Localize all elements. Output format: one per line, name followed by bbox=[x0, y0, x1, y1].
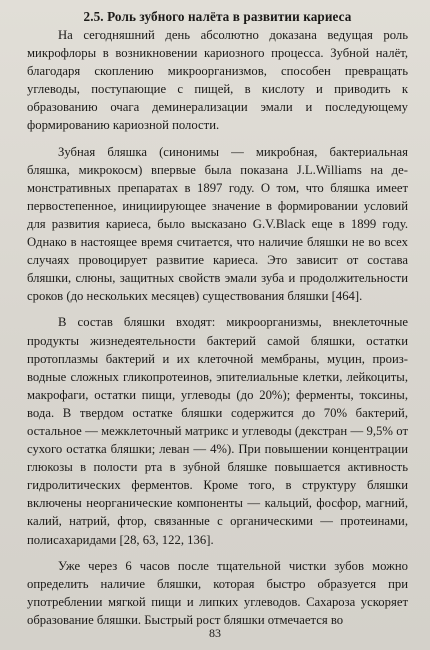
page-number: 83 bbox=[209, 626, 221, 640]
paragraph: На сегодняшний день абсолютно доказана ведущая роль микрофлоры в возникновении кариозного процесса. Зубной налёт, благодаря скоплению микроорганизмов, способен превращать углеводы, поступающие с пищей, в кислоту и приводить к образованию очага деминерализации эмали и последующему формированию кариозной полости. bbox=[27, 28, 408, 133]
body-text bbox=[27, 26, 408, 629]
paragraph: В состав бляшки входят: микроорганизмы, внеклеточные продукты жизнедеятельности бактерий самой бляшки, остатки протоплазмы бактерий и их клеточной мембраны, муцин, производные сложных гликопротеинов, эпителиальные клетки, лейкоциты, макрофаги, остатки пищи, углеводы (до 20%); ферменты, токсины, вода. В твердом остатке бляшки содержится до 70% бактерий, остальное — межклеточный матрикс и углеводы (декстран — 9,5% от сухого остатка бляшки; леван — 4%). При повышении концентрации глюкозы в полости рта в зубной бляшке повышается активность гидролитических ферментов. Кроме того, в структуру бляшки включены неорганические компоненты — кальций, фосфор, магний, калий, натрий, фтор, связанные с органическими — протеинами, полисахаридами [28, 63, 122, 136]. bbox=[27, 315, 408, 547]
section-title: 2.5. Роль зубного налёта в развитии кариеса bbox=[83, 9, 352, 24]
paragraph: Зубная бляшка (синонимы — микробная, бактериальная бляшка, микрокосм) впервые была показана J.L.Williams на демонстративных препаратах в 1897 году. О том, что бляшка имеет первостепенное, инициирующее значение в формировании условий для развития кариеса, было высказано G.V.Black еще в 1899 году. Однако в настоящее время считается, что наличие бляшки не во всех случаях провоцирует развитие кариеса. Это зависит от состава бляшки, слюны, защитных свойств эмали зуба и продолжительности сроков (до нескольких месяцев) существования бляшки [464]. bbox=[27, 144, 408, 304]
paragraph: Уже через 6 часов после тщательной чистки зубов можно определить наличие бляшки, которая быстро образуется при употреблении мягкой пищи и липких углеводов. Сахароза ускоряет образование бляшки. Быстрый рост бляшки отмечается во bbox=[27, 558, 408, 627]
